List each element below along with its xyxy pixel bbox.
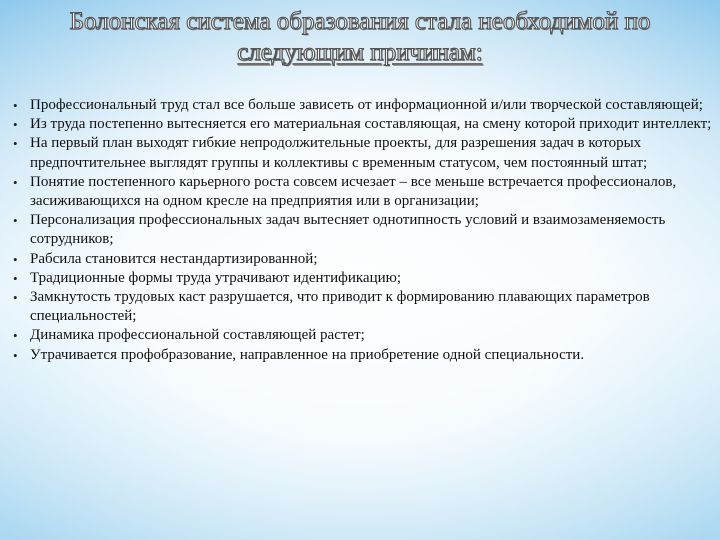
- bullet-icon: •: [13, 98, 18, 113]
- list-item: [12, 134, 712, 172]
- slide-title: [20, 6, 700, 68]
- bullet-icon: •: [13, 328, 18, 344]
- list-item: [12, 96, 712, 115]
- list-item-text: Утрачивается профобразование, направленное на приобретение одной специальности.: [30, 346, 585, 363]
- list-item-text: Динамика профессиональной составляющей растет;: [30, 327, 365, 344]
- list-item-text: На первый план выходят гибкие непродолжительные проекты, для разрешения задач в которых предпочтительнее выглядят группы и коллективы с временным статусом, чем постоянный штат;: [30, 135, 648, 171]
- list-item: [12, 269, 712, 288]
- bullet-list: [12, 96, 712, 365]
- bullet-icon: •: [13, 213, 18, 229]
- bullet-icon: •: [13, 270, 18, 286]
- bullet-icon: •: [13, 347, 18, 363]
- bullet-icon: •: [13, 117, 18, 133]
- list-item-text: Понятие постепенного карьерного роста совсем исчезает – все меньше встречается профессионалов, засиживающихся на одном кресле на предприятия или в организации;: [30, 173, 677, 210]
- slide-title-line-2: следующим причинам:: [237, 39, 483, 66]
- list-item: [12, 326, 712, 345]
- list-item: [12, 250, 712, 269]
- bullet-icon: •: [13, 251, 18, 267]
- list-item-text: Из труда постепенно вытесняется его материальная составляющая, на смену которой приходит интеллект;: [30, 116, 712, 133]
- list-item-text: Традиционные формы труда утрачивают идентификацию;: [30, 269, 401, 286]
- slide-title-line-1: Болонская система образования стала необходимой по: [69, 8, 651, 35]
- list-item: [12, 288, 712, 326]
- list-item-text: Профессиональный труд стал все больше зависеть от информационной и/или творческой составляющей;: [30, 97, 703, 113]
- list-item: [12, 211, 712, 249]
- bullet-icon: •: [13, 290, 18, 306]
- list-item-text: Рабсила становится нестандартизированной;: [30, 250, 318, 267]
- list-item-text: Замкнутость трудовых каст разрушается, что приводит к формированию плавающих параметров специальностей;: [30, 289, 650, 325]
- list-item: [12, 115, 712, 134]
- bullet-icon: •: [13, 174, 18, 190]
- list-item: [12, 173, 712, 211]
- list-item-text: Персонализация профессиональных задач вытесняет однотипность условий и взаимозаменяемость сотрудников;: [30, 212, 666, 248]
- list-item: [12, 346, 712, 365]
- bullet-icon: •: [13, 136, 18, 152]
